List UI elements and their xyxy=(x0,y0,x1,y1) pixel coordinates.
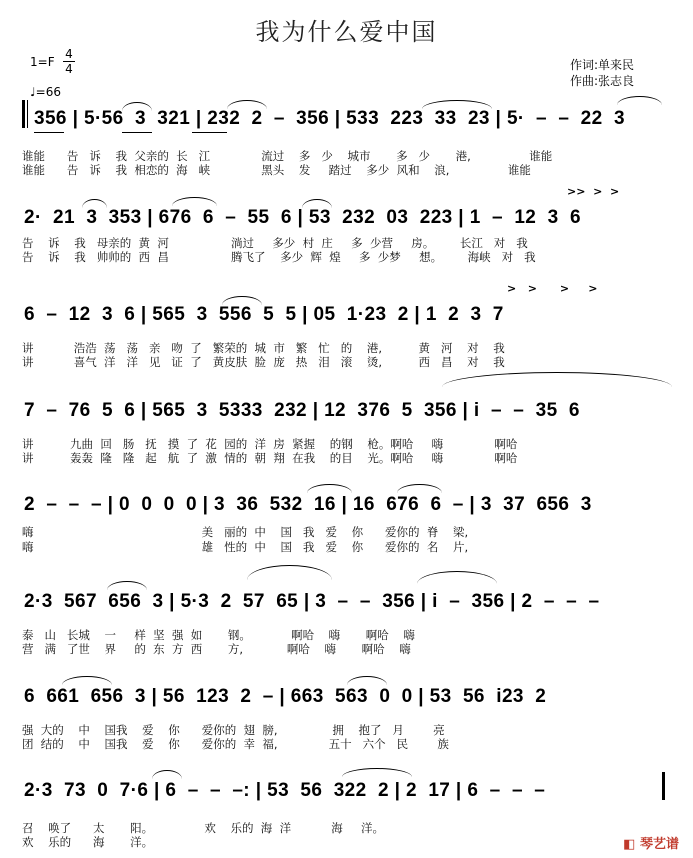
watermark-text: 琴艺谱 xyxy=(639,837,679,852)
lyric-verse-2: 团 结的 中 国我 爱 你 爱你的 幸 福, 五十 六个 民 族 xyxy=(22,737,449,751)
lyric-verse-1: 讲 浩浩 荡 荡 亲 吻 了 繁荣的 城 市 繁 忙 的 港, 黄 河 对 我 xyxy=(22,341,505,355)
composer-credit: 作曲:张志良 xyxy=(570,74,635,88)
accent-marks: > > > > xyxy=(507,282,598,295)
start-repeat-bar xyxy=(22,100,25,128)
score-system-2 xyxy=(22,185,670,277)
slur xyxy=(227,100,267,109)
slur xyxy=(222,296,262,305)
underline xyxy=(34,132,64,133)
lyric-verse-1: 嗨 美 丽的 中 国 我 爱 你 爱你的 脊 梁, xyxy=(22,525,469,539)
time-signature xyxy=(63,47,75,76)
song-title: 我为什么爱中国 xyxy=(255,18,438,46)
time-sig-bottom: 4 xyxy=(63,61,75,76)
key-signature xyxy=(30,55,55,69)
final-barline xyxy=(662,772,665,800)
lyric-verse-2: 谁能 告 诉 我 相恋的 海 峡 黑头 发 踏过 多少 风和 浪, 谁能 xyxy=(22,163,531,177)
notes-line: 2·3 73 0 7·6 | 6 – – –: | 53 56 322 2 | 2 17 | 6 – – – xyxy=(24,780,546,801)
barline xyxy=(27,100,28,128)
lyric-verse-2: 欢 乐的 海 洋。 xyxy=(22,835,154,849)
slur xyxy=(62,676,112,685)
score-system-7 xyxy=(22,686,670,756)
lyric-verse-2: 讲 喜气 洋 洋 见 证 了 黄皮肤 脸 庞 热 泪 滚 烫, 西 昌 对 我 xyxy=(22,355,505,369)
score-system-1 xyxy=(22,108,670,178)
lyric-verse-2: 营 满 了世 界 的 东 方 西 方, 啊哈 嗨 啊哈 嗨 xyxy=(22,642,411,656)
notes-line: 2·3 567 656 3 | 5·3 2 57 65 | 3 – – 356 | i – 356 | 2 – – – xyxy=(24,591,600,612)
slur xyxy=(397,484,442,493)
key-label: 1=F xyxy=(30,55,55,69)
lyric-verse-2: 告 诉 我 帅帅的 西 昌 腾飞了 多少 辉 煌 多 少梦 想。 海峡 对 我 xyxy=(22,250,536,264)
lyric-verse-1: 召 唤了 太 阳。 欢 乐的 海 洋 海 洋。 xyxy=(22,821,385,835)
slur xyxy=(82,199,107,208)
slur xyxy=(422,100,492,109)
score-system-4 xyxy=(22,400,670,470)
underline xyxy=(122,132,152,133)
slur xyxy=(152,770,182,779)
accent-marks: >> > > xyxy=(567,185,620,198)
score-system-8 xyxy=(22,780,670,850)
slur xyxy=(302,199,332,208)
slur xyxy=(417,571,497,584)
slur xyxy=(247,565,332,580)
long-slur xyxy=(442,372,672,387)
underline xyxy=(192,132,227,133)
score-system-5 xyxy=(22,494,670,564)
lyric-verse-1: 泰 山 长城 一 样 坚 强 如 钢。 啊哈 嗨 啊哈 嗨 xyxy=(22,628,415,642)
slur xyxy=(342,768,412,777)
notes-line: 6 661 656 3 | 56 123 2 – | 663 563 0 0 | 53 56 i23 2 xyxy=(24,686,547,707)
lyric-verse-1: 讲 九曲 回 肠 抚 摸 了 花 园的 洋 房 紧握 的钢 枪。啊哈 嗨 啊哈 xyxy=(22,437,518,451)
lyric-verse-2: 讲 轰轰 隆 隆 起 航 了 激 情的 朝 翔 在我 的目 光。啊哈 嗨 啊哈 xyxy=(22,451,518,465)
lyric-verse-1: 强 大的 中 国我 爱 你 爱你的 翅 膀, 拥 抱了 月 亮 xyxy=(22,723,445,737)
tempo-marking: ♩=66 xyxy=(30,85,61,99)
score-system-3 xyxy=(22,282,670,374)
lyric-verse-1: 告 诉 我 母亲的 黄 河 淌过 多少 村 庄 多 少营 房。 长江 对 我 xyxy=(22,236,528,250)
notes-line: 7 – 76 5 6 | 565 3 5333 232 | 12 376 5 356 | i – – 35 6 xyxy=(24,400,580,421)
lyricist-credit: 作词:单来民 xyxy=(570,58,635,72)
lyric-verse-1: 谁能 告 诉 我 父亲的 长 江 流过 多 少 城市 多 少 港, 谁能 xyxy=(22,149,553,163)
slur xyxy=(617,96,662,105)
time-sig-top: 4 xyxy=(65,47,73,61)
logo-icon: ◧ xyxy=(623,837,636,852)
notes-line: 2 – – – | 0 0 0 0 | 3 36 532 16 | 16 676 6 – | 3 37 656 3 xyxy=(24,494,592,515)
watermark-logo xyxy=(623,833,679,852)
slur xyxy=(307,484,352,493)
notes-line: 356 | 5·56 3 321 | 232 2 – 356 | 533 223 33 23 | 5· – – 22 3 xyxy=(34,108,625,129)
notes-line: 6 – 12 3 6 | 565 3 556 5 5 | 05 1·23 2 | 1 2 3 7 xyxy=(24,304,504,325)
slur xyxy=(122,102,152,111)
score-system-6 xyxy=(22,591,670,661)
lyric-verse-2: 嗨 雄 性的 中 国 我 爱 你 爱你的 名 片, xyxy=(22,540,469,554)
slur xyxy=(107,581,147,590)
notes-line: 2· 21 3 353 | 676 6 – 55 6 | 53 232 03 223 | 1 – 12 3 6 xyxy=(24,207,581,228)
slur xyxy=(347,676,387,685)
slur xyxy=(172,197,217,206)
